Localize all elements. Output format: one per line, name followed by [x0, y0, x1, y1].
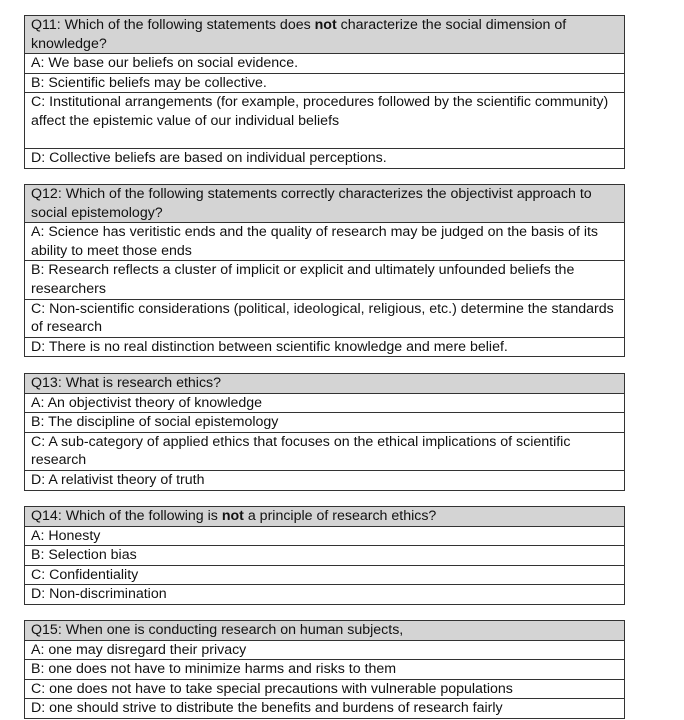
- question-q11-table: [24, 15, 625, 169]
- answer-option-b: B: one does not have to minimize harms and risks to them: [25, 660, 624, 680]
- question-prompt: [25, 16, 624, 54]
- answer-option-b: B: Selection bias: [25, 546, 624, 566]
- answer-option-a: A: one may disregard their privacy: [25, 641, 624, 661]
- answer-option-d: D: A relativist theory of truth: [25, 471, 624, 491]
- question-prompt: Q12: Which of the following statements correctly characterizes the objectivist approach to social epistemology?: [25, 185, 624, 223]
- answer-option-a: A: Honesty: [25, 527, 624, 547]
- question-q14-table: [24, 506, 625, 605]
- prompt-text: characterize the social dimension of knowledge?: [31, 17, 567, 52]
- answer-option-c: C: A sub-category of applied ethics that focuses on the ethical implications of scientific research: [25, 433, 624, 471]
- answer-option-c: C: one does not have to take special precautions with vulnerable populations: [25, 680, 624, 700]
- answer-option-b: B: Research reflects a cluster of implicit or explicit and ultimately unfounded beliefs the researchers: [25, 261, 624, 299]
- answer-option-d: D: Collective beliefs are based on individual perceptions.: [25, 149, 624, 169]
- question-prompt: Q15: When one is conducting research on human subjects,: [25, 621, 624, 641]
- answer-option-c: C: Non-scientific considerations (political, ideological, religious, etc.) determine the standards of research: [25, 300, 624, 338]
- answer-option-c: C: Institutional arrangements (for example, procedures followed by the scientific community) affect the epistemic value of our individual beliefs: [25, 93, 624, 149]
- question-q13-table: [24, 373, 625, 491]
- answer-option-b: B: The discipline of social epistemology: [25, 413, 624, 433]
- answer-option-d: D: Non-discrimination: [25, 585, 624, 605]
- question-q15-table: [24, 620, 625, 719]
- answer-option-b: B: Scientific beliefs may be collective.: [25, 74, 624, 94]
- question-prompt: [25, 507, 624, 527]
- prompt-text: a principle of research ethics?: [243, 508, 437, 524]
- answer-option-a: A: An objectivist theory of knowledge: [25, 394, 624, 414]
- answer-option-d: D: There is no real distinction between scientific knowledge and mere belief.: [25, 338, 624, 358]
- question-prompt: Q13: What is research ethics?: [25, 374, 624, 394]
- prompt-emphasis: not: [314, 17, 337, 33]
- answer-option-d: D: one should strive to distribute the benefits and burdens of research fairly: [25, 699, 624, 719]
- answer-option-a: A: Science has veritistic ends and the quality of research may be judged on the basis of its ability to meet those ends: [25, 223, 624, 261]
- prompt-text: Q14: Which of the following is: [31, 508, 222, 524]
- answer-option-a: A: We base our beliefs on social evidence.: [25, 54, 624, 74]
- prompt-text: Q11: Which of the following statements does: [31, 17, 315, 33]
- prompt-emphasis: not: [221, 508, 244, 524]
- answer-option-c: C: Confidentiality: [25, 566, 624, 586]
- question-q12-table: [24, 184, 625, 357]
